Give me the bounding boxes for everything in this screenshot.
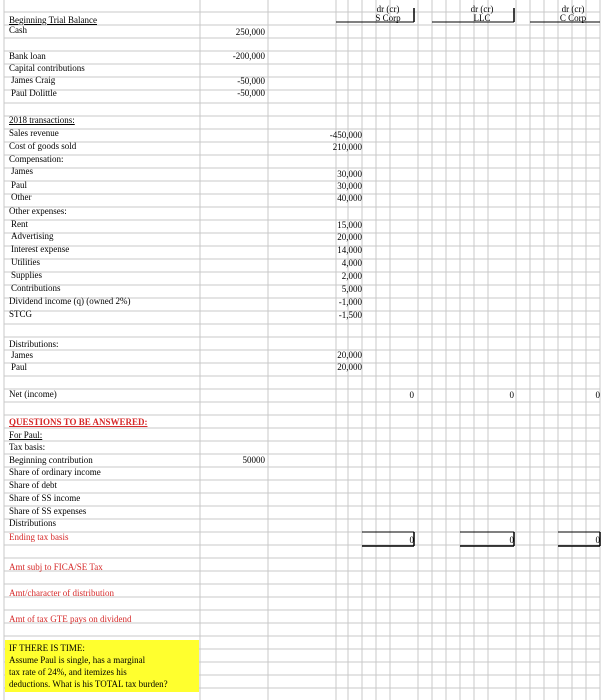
share-ss-expenses-label: Share of SS expenses (9, 506, 87, 516)
scorp-header-top: dr (cr) (376, 4, 400, 14)
stcg-label: STCG (9, 309, 33, 319)
james-craig-label: James Craig (11, 75, 56, 85)
net-income-scorp[interactable]: 0 (409, 390, 414, 400)
cash-value[interactable]: 250,000 (235, 27, 265, 37)
bank-loan-label: Bank loan (9, 51, 46, 61)
sales-revenue-value[interactable]: -450,000 (329, 130, 362, 140)
ending-basis-scorp[interactable]: 0 (409, 535, 414, 545)
if-time-title: IF THERE IS TIME: (9, 643, 85, 653)
tax-basis-label: Tax basis: (9, 442, 46, 452)
interest-expense-label: Interest expense (11, 244, 70, 254)
cogs-value[interactable]: 210,000 (332, 142, 362, 152)
net-income-ccorp[interactable]: 0 (595, 390, 600, 400)
if-time-line-3: tax rate of 24%, and itemizes his (9, 667, 127, 677)
ending-tax-basis-label: Ending tax basis (9, 532, 69, 542)
comp-other-value[interactable]: 40,000 (337, 193, 362, 203)
comp-paul-label: Paul (11, 180, 28, 190)
llc-header-label: LLC (473, 13, 491, 23)
rent-label: Rent (11, 219, 28, 229)
advertising-value[interactable]: 20,000 (337, 232, 362, 242)
ccorp-header-top: dr (cr) (561, 4, 585, 14)
beginning-trial-balance-title: Beginning Trial Balance (9, 15, 97, 25)
comp-other-label: Other (11, 192, 32, 202)
paul-dolittle-value[interactable]: -50,000 (237, 88, 265, 98)
dividend-income-label: Dividend income (q) (owned 2%) (9, 296, 131, 306)
if-time-line-2: Assume Paul is single, has a marginal (9, 655, 146, 665)
utilities-value[interactable]: 4,000 (341, 258, 362, 268)
supplies-label: Supplies (11, 270, 43, 280)
contributions-label: Contributions (11, 283, 61, 293)
transactions-title: 2018 transactions: (9, 115, 75, 125)
sales-revenue-label: Sales revenue (9, 128, 59, 138)
dist-paul-value[interactable]: 20,000 (337, 362, 362, 372)
scorp-header-label: S Corp (375, 13, 401, 23)
ending-basis-ccorp[interactable]: 0 (595, 535, 600, 545)
distributions-question-label: Distributions (9, 518, 57, 528)
utilities-label: Utilities (11, 257, 40, 267)
gte-tax-label: Amt of tax GTE pays on dividend (9, 614, 132, 624)
contributions-value[interactable]: 5,000 (341, 284, 362, 294)
share-ss-income-label: Share of SS income (9, 493, 81, 503)
dist-paul-label: Paul (11, 362, 28, 372)
llc-header-top: dr (cr) (470, 4, 494, 14)
compensation-label: Compensation: (9, 154, 64, 164)
stcg-value[interactable]: -1,500 (338, 310, 362, 320)
distributions-title: Distributions: (9, 339, 59, 349)
cogs-label: Cost of goods sold (9, 141, 77, 151)
supplies-value[interactable]: 2,000 (341, 271, 362, 281)
advertising-label: Advertising (11, 231, 54, 241)
bank-loan-value[interactable]: -200,000 (232, 51, 265, 61)
comp-james-value[interactable]: 30,000 (337, 169, 362, 179)
paul-dolittle-label: Paul Dolittle (11, 88, 57, 98)
comp-paul-value[interactable]: 30,000 (337, 181, 362, 191)
net-income-llc[interactable]: 0 (509, 390, 514, 400)
cash-label: Cash (9, 25, 27, 35)
capital-contributions-label: Capital contributions (9, 63, 85, 73)
james-craig-value[interactable]: -50,000 (237, 76, 265, 86)
questions-title: QUESTIONS TO BE ANSWERED: (9, 417, 148, 427)
beginning-contribution-value[interactable]: 50000 (242, 455, 265, 465)
for-paul-label: For Paul: (9, 430, 43, 440)
dist-james-label: James (11, 350, 33, 360)
rent-value[interactable]: 15,000 (337, 220, 362, 230)
ending-basis-llc[interactable]: 0 (509, 535, 514, 545)
other-expenses-label: Other expenses: (9, 206, 67, 216)
beginning-contribution-label: Beginning contribution (9, 455, 93, 465)
net-income-label: Net (income) (9, 389, 57, 399)
dividend-income-value[interactable]: -1,000 (338, 297, 362, 307)
ccorp-header-label: C Corp (559, 13, 587, 23)
fica-label: Amt subj to FICA/SE Tax (9, 562, 103, 572)
dist-james-value[interactable]: 20,000 (337, 350, 362, 360)
comp-james-label: James (11, 166, 33, 176)
interest-expense-value[interactable]: 14,000 (337, 245, 362, 255)
share-ordinary-income-label: Share of ordinary income (9, 467, 101, 477)
character-distribution-label: Amt/character of distribution (9, 588, 114, 598)
share-debt-label: Share of debt (9, 480, 57, 490)
if-time-line-4: deductions. What is his TOTAL tax burden? (9, 679, 168, 689)
